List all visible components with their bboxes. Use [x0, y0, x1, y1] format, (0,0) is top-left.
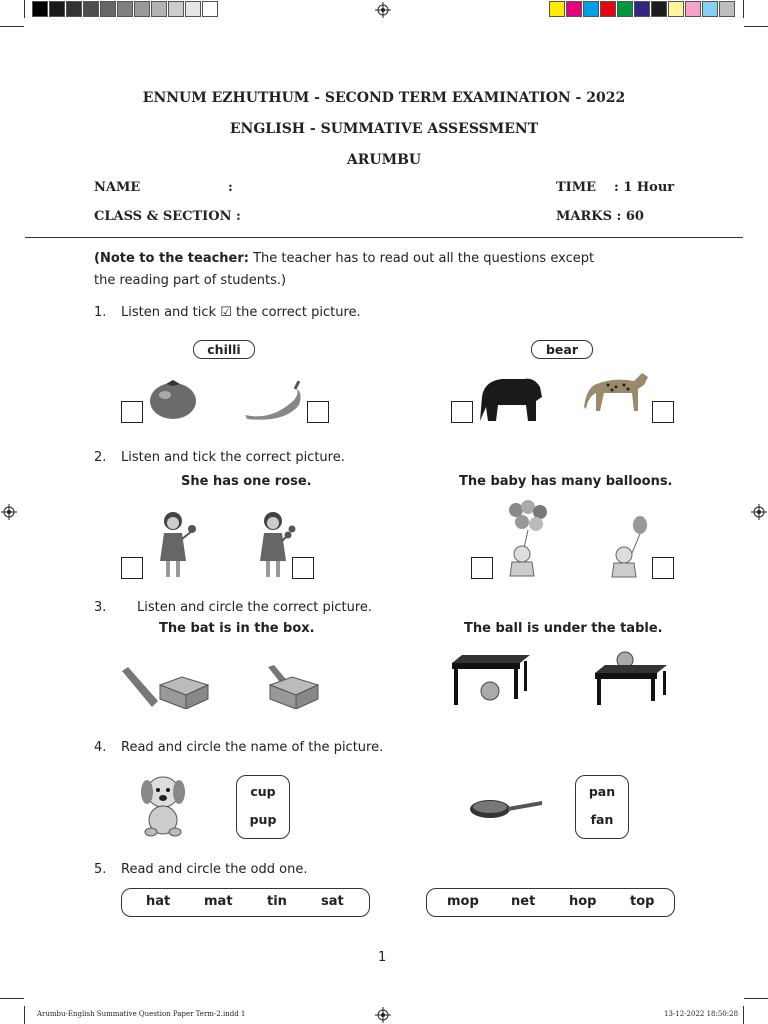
word-pill-chilli: chilli	[193, 340, 255, 359]
color-swatch	[702, 1, 718, 17]
chilli-icon	[241, 381, 305, 423]
tomato-icon	[148, 377, 198, 421]
color-swatch	[668, 1, 684, 17]
registration-mark-icon	[751, 504, 767, 520]
tick-box-chilli[interactable]	[307, 401, 329, 423]
footer-timestamp: 13-12-2022 18:50:28	[664, 1010, 739, 1018]
crop-mark	[743, 1006, 744, 1024]
word-option-mop[interactable]: mop	[447, 894, 479, 909]
marks-label: MARKS : 60	[556, 209, 644, 224]
q4-number: 4.	[94, 740, 107, 755]
color-swatch	[566, 1, 582, 17]
class-section-label: CLASS & SECTION :	[94, 209, 241, 224]
q3-instruction: Listen and circle the correct picture.	[137, 600, 373, 615]
time-label: TIME	[556, 180, 597, 195]
q2-instruction: Listen and tick the correct picture.	[121, 450, 345, 465]
name-colon: :	[228, 180, 233, 195]
word-pill-bear: bear	[531, 340, 593, 359]
exam-title: ENNUM EZHUTHUM - SECOND TERM EXAMINATION - 2022	[142, 90, 626, 106]
color-swatch	[168, 1, 184, 17]
color-swatch	[202, 1, 218, 17]
q1-instruction: Listen and tick ☑ the correct picture.	[121, 305, 361, 320]
cheetah-icon	[584, 367, 650, 415]
word-option-tin[interactable]: tin	[267, 894, 287, 909]
word-box-pan-fan	[575, 775, 629, 839]
q1-number: 1.	[94, 305, 107, 320]
crop-mark	[744, 26, 768, 27]
color-swatch	[32, 1, 48, 17]
color-swatch	[83, 1, 99, 17]
q5-number: 5.	[94, 862, 107, 877]
registration-mark-icon	[375, 2, 391, 18]
tick-box-baby-one-balloon[interactable]	[652, 557, 674, 579]
color-swatch	[685, 1, 701, 17]
color-swatch	[617, 1, 633, 17]
word-option-mat[interactable]: mat	[204, 894, 233, 909]
crop-mark	[24, 0, 25, 18]
color-swatch	[134, 1, 150, 17]
level-title: ARUMBU	[346, 152, 422, 168]
color-swatch	[549, 1, 565, 17]
footer-filename: Arumbu-English Summative Question Paper Term-2.indd 1	[37, 1010, 246, 1018]
color-swatch	[651, 1, 667, 17]
header-divider	[25, 237, 743, 238]
q2-number: 2.	[94, 450, 107, 465]
q2-caption-rose: She has one rose.	[181, 474, 312, 489]
ball-under-table-icon	[450, 651, 532, 707]
bat-in-box-icon	[266, 665, 322, 709]
tick-box-cheetah[interactable]	[652, 401, 674, 423]
color-swatch	[185, 1, 201, 17]
word-option-net[interactable]: net	[511, 894, 536, 909]
word-option-top[interactable]: top	[630, 894, 655, 909]
q3-number: 3.	[94, 600, 107, 615]
note-heading: (Note to the teacher:	[94, 251, 249, 266]
ball-on-table-icon	[593, 651, 669, 707]
time-value: : 1 Hour	[614, 180, 675, 195]
word-option-fan[interactable]: fan	[590, 812, 614, 827]
word-option-hop[interactable]: hop	[569, 894, 597, 909]
tick-box-girl-2[interactable]	[292, 557, 314, 579]
puppy-icon	[137, 772, 189, 838]
name-label: NAME	[94, 180, 141, 195]
note-line1: The teacher has to read out all the questions except	[248, 251, 595, 266]
word-option-pup[interactable]: pup	[249, 812, 277, 827]
odd-one-box-left	[121, 888, 370, 917]
color-swatch	[66, 1, 82, 17]
q5-instruction: Read and circle the odd one.	[121, 862, 308, 877]
color-swatch	[49, 1, 65, 17]
tick-box-tomato[interactable]	[121, 401, 143, 423]
color-swatch	[151, 1, 167, 17]
color-swatch	[634, 1, 650, 17]
color-swatch	[719, 1, 735, 17]
color-bar	[549, 0, 739, 18]
crop-mark	[743, 0, 744, 18]
word-option-sat[interactable]: sat	[321, 894, 344, 909]
q3-caption-ball: The ball is under the table.	[464, 621, 663, 636]
tick-box-girl-1[interactable]	[121, 557, 143, 579]
tick-box-baby-many-balloons[interactable]	[471, 557, 493, 579]
tick-box-bear[interactable]	[451, 401, 473, 423]
word-option-cup[interactable]: cup	[250, 784, 276, 799]
q3-caption-bat: The bat is in the box.	[159, 621, 315, 636]
registration-mark-icon	[375, 1007, 391, 1023]
color-swatch	[100, 1, 116, 17]
crop-mark	[0, 998, 24, 999]
word-option-hat[interactable]: hat	[146, 894, 171, 909]
bear-icon	[476, 373, 544, 423]
gray-color-bar	[32, 0, 222, 18]
page-number: 1	[378, 950, 387, 965]
q4-instruction: Read and circle the name of the picture.	[121, 740, 384, 755]
registration-mark-icon	[1, 504, 17, 520]
color-swatch	[583, 1, 599, 17]
teacher-note	[94, 248, 654, 292]
subject-title: ENGLISH - SUMMATIVE ASSESSMENT	[229, 121, 539, 137]
odd-one-box-right	[426, 888, 675, 917]
q2-caption-balloons: The baby has many balloons.	[459, 474, 673, 489]
color-swatch	[600, 1, 616, 17]
crop-mark	[24, 1006, 25, 1024]
color-swatch	[117, 1, 133, 17]
baby-many-balloons-icon	[504, 500, 552, 578]
crop-mark	[0, 26, 24, 27]
bat-beside-box-icon	[120, 665, 212, 709]
note-line2: the reading part of students.)	[94, 273, 287, 288]
baby-one-balloon-icon	[610, 515, 652, 579]
word-box-cup-pup	[236, 775, 290, 839]
crop-mark	[744, 998, 768, 999]
word-option-pan[interactable]: pan	[588, 784, 616, 799]
pan-icon	[468, 795, 544, 825]
girl-with-rose-icon	[156, 509, 198, 581]
